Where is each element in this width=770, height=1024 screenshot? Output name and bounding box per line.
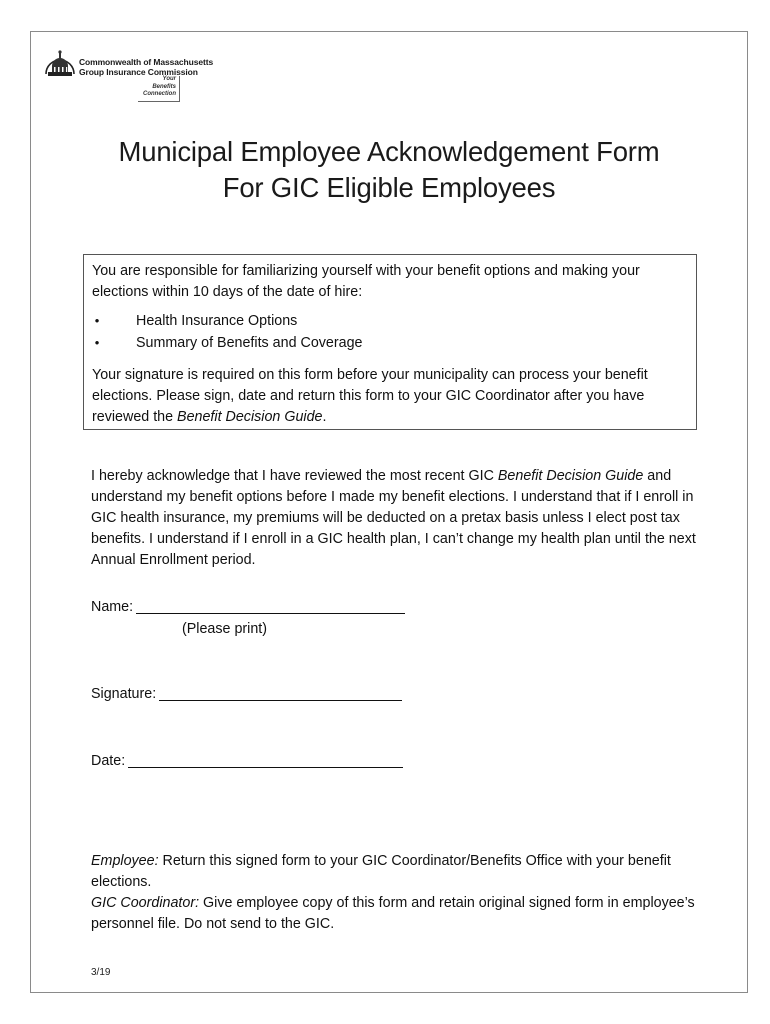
state-house-dome-icon (42, 44, 78, 80)
logo-tagline (138, 76, 180, 102)
employee-label: Employee: (91, 853, 159, 869)
revision-date: 3/19 (91, 967, 111, 978)
employee-instruction-text: Return this signed form to your GIC Coordinator/Benefits Office with your benefit elections. (91, 853, 671, 890)
list-item (92, 310, 688, 332)
notice-box (83, 254, 697, 430)
logo-tagline-line: Benefits (152, 83, 176, 90)
signature-line (159, 686, 402, 701)
guide-title: Benefit Decision Guide (497, 468, 644, 484)
logo-org-name: Commonwealth of Massachusetts (79, 57, 214, 67)
guide-title: Benefit Decision Guide (177, 409, 323, 425)
signature-input[interactable] (159, 687, 402, 701)
notice-closing-text: Your signature is required on this form before your municipality can process your benefit elections. Please sign, date and return this form to your GIC Coordinator after you have reviewed the (92, 367, 648, 425)
ack-text-rest: and understand my benefit options before I made my benefit elections. I understand that if I enroll in GIC health insurance, my premiums will be deducted on a pretax basis unless I elect post tax benefits. I understand if I enroll in a GIC health plan, I can’t change my health plan until the next Annual Enrollment period. (91, 468, 696, 568)
bullet-icon: • (94, 313, 100, 328)
ack-text-start: I hereby acknowledge that I have reviewed the most recent GIC (91, 468, 498, 484)
form-subtitle: For GIC Eligible Employees (222, 172, 556, 203)
logo-commission-name: Group Insurance Commission (79, 67, 198, 77)
logo-tagline-line: Your (162, 76, 176, 82)
coordinator-label: GIC Coordinator: (91, 895, 200, 911)
instructions (91, 851, 706, 935)
list-item (92, 332, 688, 354)
name-label: Name: (91, 599, 134, 615)
form-title: Municipal Employee Acknowledgement Form (118, 136, 660, 167)
acknowledgement-statement (91, 466, 706, 571)
employee-instruction (91, 851, 706, 893)
list-item-label: Summary of Benefits and Coverage (136, 335, 363, 351)
coordinator-instruction (91, 893, 706, 935)
name-line (136, 599, 405, 614)
coordinator-instruction-text: Give employee copy of this form and retain original signed form in employee’s personnel file. Do not send to the GIC. (91, 895, 695, 932)
logo-tagline-line: Connection (143, 91, 176, 97)
name-field-row (91, 599, 405, 615)
name-input[interactable] (136, 600, 405, 614)
signature-label: Signature: (91, 686, 157, 702)
gic-logo (42, 44, 214, 104)
notice-intro: You are responsible for familiarizing yourself with your benefit options and making your elections within 10 days of the date of hire: (92, 263, 640, 300)
date-label: Date: (91, 753, 126, 769)
notice-closing-end: . (322, 409, 327, 425)
name-hint: (Please print) (182, 621, 268, 637)
date-input[interactable] (128, 754, 403, 768)
date-line (128, 753, 403, 768)
benefit-documents-list (92, 310, 688, 354)
bullet-icon: • (94, 335, 100, 350)
notice-closing (92, 365, 688, 428)
date-field-row (91, 753, 403, 769)
list-item-label: Health Insurance Options (136, 313, 298, 329)
signature-field-row (91, 686, 402, 702)
